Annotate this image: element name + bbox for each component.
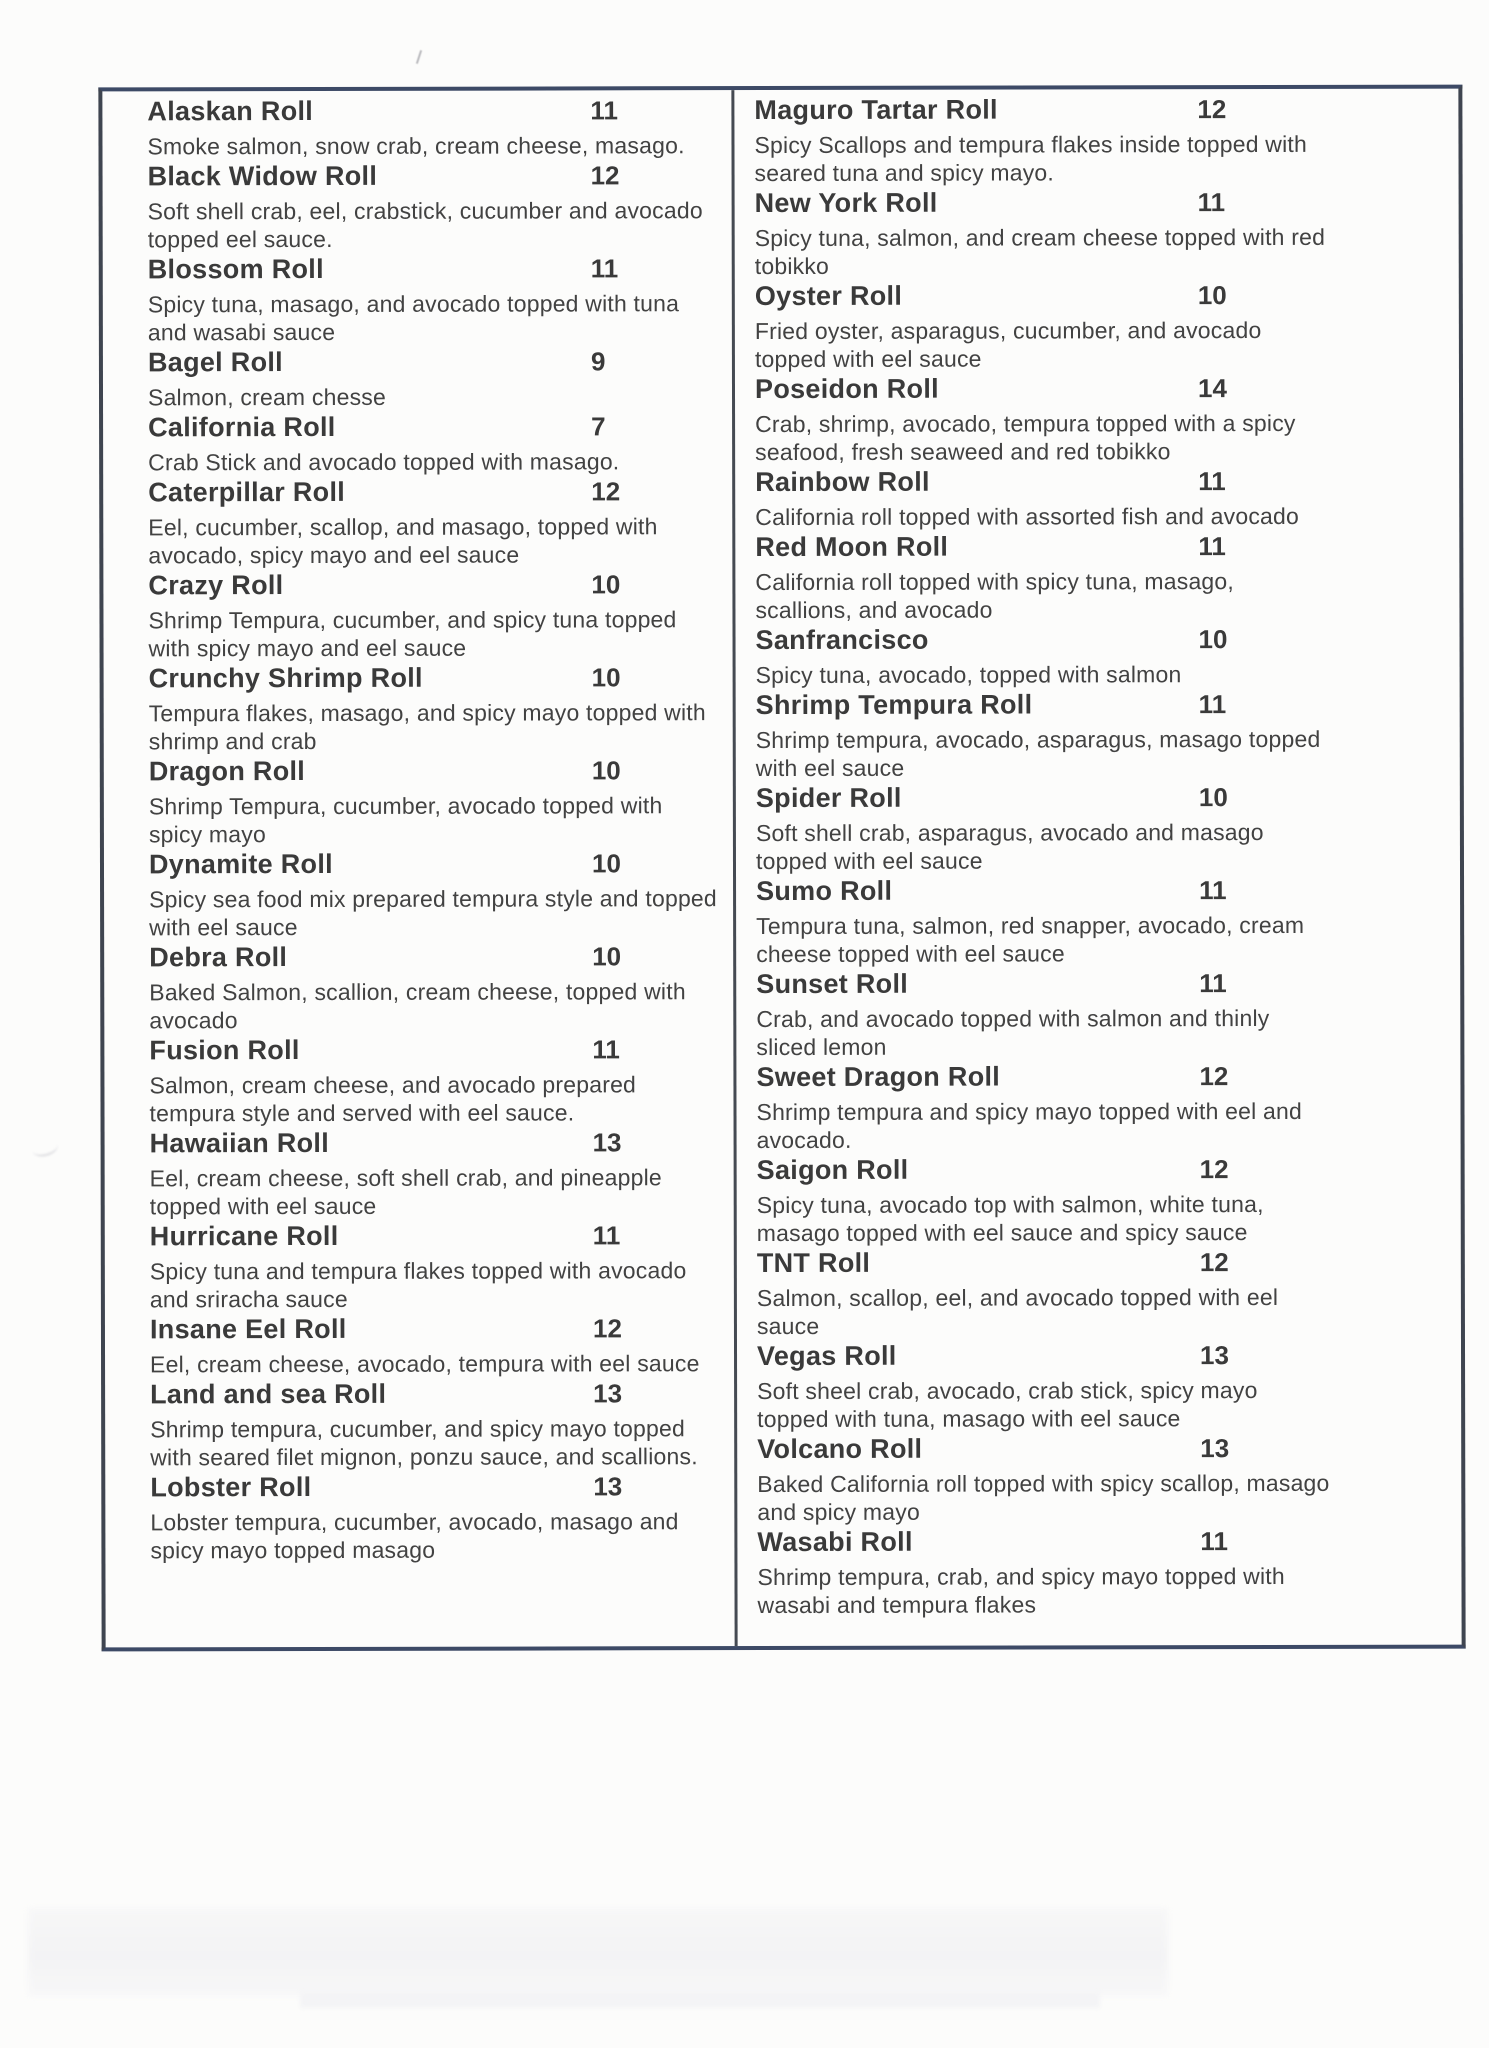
menu-item-description: Spicy tuna, avocado top with salmon, white tuna, masago topped with eel sauce and spicy sauce [756,1190,1264,1247]
menu-item-name: Wasabi Roll [757,1526,913,1558]
menu-item-name: Poseidon Roll [754,373,939,405]
menu-item-name: Spider Roll [755,782,902,814]
menu-item-header [757,1339,1449,1377]
scan-artifact-smudge-band-2 [300,1992,1100,2008]
menu-item-description: Salmon, scallop, eel, and avocado topped with eel sauce [756,1283,1279,1340]
scan-artifact-pencil-mark [30,1137,59,1159]
menu-item [148,475,720,569]
menu-item-price: 11 [590,95,618,126]
menu-item [755,372,1447,466]
menu-item [756,1060,1448,1154]
menu-item-description: Spicy tuna, avocado, topped with salmon [755,661,1182,689]
menu-item-name: Dragon Roll [148,755,306,787]
scan-artifact-smudge-band [28,1908,1168,1996]
menu-item-name: Sanfrancisco [755,624,929,656]
menu-item-header [756,688,1448,726]
menu-item-description: Soft sheel crab, avocado, crab stick, spicy mayo topped with tuna, masago with eel sauce [757,1377,1258,1433]
menu-item-name: Blossom Roll [147,253,324,285]
menu-item-name: Maguro Tartar Roll [754,94,998,126]
menu-item-header [757,1432,1449,1470]
menu-item-header [756,1060,1448,1098]
menu-item-header [149,847,721,885]
menu-item-description: Eel, cream cheese, soft shell crab, and pineapple topped with eel sauce [149,1164,662,1220]
menu-item [150,1470,722,1564]
menu-item-price: 9 [590,346,606,377]
menu-item-description: Smoke salmon, snow crab, cream cheese, masago. [147,132,685,160]
menu-item-name: Hawaiian Roll [149,1127,330,1159]
menu-item [757,1153,1449,1247]
menu-item [150,1126,722,1220]
scan-artifact-tick [416,50,422,64]
menu-item-name: Hurricane Roll [149,1220,339,1252]
menu-item-description: Baked Salmon, scallion, cream cheese, topped with avocado [149,978,686,1034]
menu-item-price: 12 [1199,1154,1229,1185]
menu-item-description: Tempura tuna, salmon, red snapper, avocado, cream cheese topped with eel sauce [756,911,1305,968]
menu-item-header [148,252,720,290]
menu-item [148,252,720,346]
menu-item-header [756,967,1448,1005]
menu-item-name: Alaskan Roll [147,95,314,127]
menu-item-name: Bagel Roll [147,347,284,378]
menu-item-header [150,1312,722,1350]
menu-item-name: Shrimp Tempura Roll [755,689,1033,721]
menu-item-name: Sweet Dragon Roll [756,1061,1001,1093]
menu-item-price: 12 [1197,94,1227,125]
menu-item-price: 10 [592,941,622,972]
menu-item [757,1339,1449,1433]
menu-item [755,465,1447,531]
menu-item-description: Crab, and avocado topped with salmon and thinly sliced lemon [756,1004,1270,1061]
menu-item-price: 13 [1199,1340,1229,1371]
menu-item [150,1312,722,1378]
menu-item [756,688,1448,782]
menu-item-name: Insane Eel Roll [149,1313,347,1345]
menu-item-price: 11 [592,1220,621,1251]
menu-item-description: Shrimp Tempura, cucumber, and spicy tuna topped with spicy mayo and eel sauce [148,606,677,662]
menu-item-description: California roll topped with assorted fish and avocado [755,502,1300,531]
menu-item-description: Fried oyster, asparagus, cucumber, and avocado topped with eel sauce [754,316,1262,373]
menu-item-header [148,345,720,383]
menu-item [757,1432,1449,1526]
menu-item-price: 13 [593,1378,623,1409]
menu-item-description: Shrimp tempura and spicy mayo topped with eel and avocado. [756,1097,1303,1154]
menu-item-header [148,475,720,513]
menu-item [150,1219,722,1313]
menu-item-name: Red Moon Roll [755,531,949,563]
menu-item-description: Lobster tempura, cucumber, avocado, masago and spicy mayo topped masago [150,1508,679,1564]
menu-item-name: Saigon Roll [756,1154,909,1186]
menu-item-description: Soft shell crab, eel, crabstick, cucumber and avocado topped eel sauce. [147,197,703,253]
menu-item-header [149,661,721,699]
menu-item-price: 13 [592,1127,622,1158]
menu-item [149,661,721,755]
menu-item-description: Soft shell crab, asparagus, avocado and masago topped with eel sauce [755,818,1264,875]
menu-item [756,967,1448,1061]
menu-item-header [756,781,1448,819]
menu-item-price: 11 [1198,466,1226,497]
menu-item-description: Crab, shrimp, avocado, tempura topped with a spicy seafood, fresh seaweed and red tobikko [755,409,1296,466]
menu-item-header [150,1470,722,1508]
menu-item-header [148,410,720,448]
menu-item-description: Spicy tuna and tempura flakes topped with avocado and sriracha sauce [149,1257,687,1313]
menu-item-description: Shrimp tempura, crab, and spicy mayo topped with wasabi and tempura flakes [757,1562,1285,1619]
menu-column-right [734,89,1461,1647]
menu-item-description: Spicy Scallops and tempura flakes inside topped with seared tuna and spicy mayo. [754,130,1307,187]
menu-item-price: 11 [1198,531,1226,562]
menu-item-price: 12 [592,1313,622,1344]
menu-item-price: 10 [1198,624,1228,655]
menu-item-description: California roll topped with spicy tuna, masago, scallions, and avocado [755,568,1235,624]
menu-item-price: 11 [592,1034,620,1065]
menu-item-header [755,465,1447,503]
menu-item-price: 14 [1197,373,1227,404]
menu-item-header [757,1246,1449,1284]
menu-item-header [755,623,1447,661]
menu-item-name: Caterpillar Roll [148,476,346,508]
menu-item-price: 11 [590,253,619,284]
menu-item-header [755,186,1447,224]
menu-item-name: Black Widow Roll [147,160,378,192]
menu-item-description: Shrimp tempura, cucumber, and spicy mayo topped with seared filet mignon, ponzu sauce, and scallions. [150,1415,698,1471]
menu-item-header [150,1126,722,1164]
menu-item-description: Spicy sea food mix prepared tempura style and topped with eel sauce [149,885,717,941]
menu-item-header [149,940,721,978]
menu-item-price: 10 [591,662,621,693]
menu-item-price: 13 [1200,1433,1230,1464]
menu-item [757,1246,1449,1340]
menu-item [149,754,721,848]
menu-item-name: Crazy Roll [148,570,284,601]
menu-item-description: Eel, cucumber, scallop, and masago, topped with avocado, spicy mayo and eel sauce [148,513,658,569]
menu-item [150,1377,722,1471]
menu-item-header [150,1219,722,1257]
menu-item [148,410,720,476]
menu-item-description: Spicy tuna, salmon, and cream cheese topped with red tobikko [754,223,1326,280]
menu-item-header [149,754,721,792]
menu-item-name: TNT Roll [756,1247,871,1279]
menu-item-header [755,279,1447,317]
menu-box [98,85,1465,1652]
menu-item-description: Shrimp tempura, avocado, asparagus, masago topped with eel sauce [755,725,1321,782]
menu-item-header [147,94,719,132]
menu-item-name: Debra Roll [149,942,288,973]
menu-item-price: 10 [1197,280,1227,311]
menu-item [149,940,721,1034]
menu-item-header [755,530,1447,568]
menu-item-price: 12 [591,476,621,507]
menu-item-header [149,1033,721,1071]
menu-item-name: Sumo Roll [756,875,893,907]
menu-item [756,781,1448,875]
menu-item-price: 10 [1198,782,1228,813]
menu-item [755,623,1447,689]
menu-item-description: Salmon, cream cheese, and avocado prepared tempura style and served with eel sauce. [149,1071,637,1127]
menu-item-name: California Roll [148,411,336,443]
menu-item-name: Rainbow Roll [755,466,930,498]
menu-item-price: 13 [593,1471,623,1502]
menu-item [757,1525,1449,1619]
menu-item-name: Fusion Roll [149,1035,300,1066]
menu-item-header [755,372,1447,410]
menu-item-header [757,1153,1449,1191]
menu-item [756,874,1448,968]
menu-item [147,94,719,160]
menu-item-name: Sunset Roll [756,968,909,1000]
menu-item [149,847,721,941]
menu-item-name: Lobster Roll [150,1471,312,1503]
menu-item-name: New York Roll [754,187,938,219]
menu-item-price: 10 [591,755,621,786]
menu-item [149,1033,721,1127]
menu-item-price: 10 [591,569,621,600]
menu-item [755,186,1447,280]
menu-item [148,345,720,411]
menu-item-header [754,93,1446,131]
menu-item [755,530,1447,624]
menu-item [754,93,1446,187]
menu-item-name: Land and sea Roll [150,1378,387,1410]
menu-item-description: Salmon, cream chesse [147,383,386,411]
menu-item [148,568,720,662]
menu-item-description: Eel, cream cheese, avocado, tempura with eel sauce [150,1350,700,1378]
menu-item-description: Shrimp Tempura, cucumber, avocado topped with spicy mayo [148,792,663,848]
menu-item-price: 12 [1199,1061,1229,1092]
menu-item-price: 11 [1200,1526,1228,1557]
menu-item-name: Volcano Roll [757,1433,923,1465]
menu-item-price: 11 [1198,689,1227,720]
menu-item-description: Tempura flakes, masago, and spicy mayo topped with shrimp and crab [148,699,706,755]
menu-item-name: Crunchy Shrimp Roll [148,662,423,694]
menu-item-price: 7 [591,411,606,442]
menu-item-name: Oyster Roll [754,280,903,312]
menu-item-header [757,1525,1449,1563]
menu-item-price: 12 [590,160,620,191]
menu-item [755,279,1447,373]
menu-item-description: Spicy tuna, masago, and avocado topped with tuna and wasabi sauce [147,290,680,346]
menu-item [148,159,720,253]
menu-item-price: 10 [591,848,621,879]
menu-item-header [148,568,720,606]
menu-item-price: 11 [1199,968,1227,999]
menu-column-left [102,90,737,1647]
menu-item-header [148,159,720,197]
menu-item-price: 11 [1197,187,1226,218]
menu-item-name: Dynamite Roll [148,848,333,880]
menu-item-price: 12 [1199,1247,1229,1278]
menu-item-description: Crab Stick and avocado topped with masago. [148,448,620,476]
menu-item-price: 11 [1199,875,1227,906]
menu-item-header [756,874,1448,912]
menu-item-name: Vegas Roll [756,1340,897,1372]
menu-item-header [150,1377,722,1415]
menu-item-description: Baked California roll topped with spicy scallop, masago and spicy mayo [757,1469,1330,1526]
